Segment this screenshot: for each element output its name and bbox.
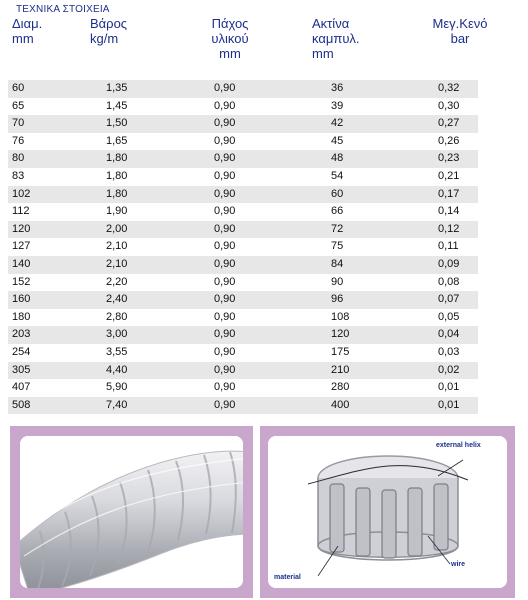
table-row bbox=[8, 379, 478, 397]
table-row bbox=[8, 98, 478, 116]
table-cell: 4,40 bbox=[106, 363, 128, 376]
table-cell: 83 bbox=[12, 169, 25, 182]
table-row bbox=[8, 115, 478, 133]
table-cell: 3,55 bbox=[106, 345, 128, 358]
table-cell: 65 bbox=[12, 99, 25, 112]
table-cell: 210 bbox=[331, 363, 350, 376]
table-row bbox=[8, 256, 478, 274]
table-row bbox=[8, 274, 478, 292]
table-cell: 2,10 bbox=[106, 240, 128, 253]
table-cell: 0,30 bbox=[438, 99, 460, 112]
table-cell: 0,90 bbox=[214, 328, 236, 341]
table-cell: 0,26 bbox=[438, 134, 460, 147]
table-cell: 0,90 bbox=[214, 363, 236, 376]
table-cell: 42 bbox=[331, 117, 344, 130]
table-cell: 60 bbox=[12, 82, 25, 94]
table-cell: 0,01 bbox=[438, 381, 460, 394]
table-cell: 0,90 bbox=[214, 99, 236, 112]
table-cell: 0,08 bbox=[438, 275, 460, 288]
table-cell: 203 bbox=[12, 328, 31, 341]
table-row bbox=[8, 150, 478, 168]
table-cell: 112 bbox=[12, 205, 30, 218]
section-title: ΤΕΧΝΙΚΑ ΣΤΟΙΧΕΙΑ bbox=[16, 4, 110, 15]
header-bend-radius-label2: καμπυλ. bbox=[312, 31, 360, 46]
table-cell: 1,35 bbox=[106, 82, 128, 94]
table-cell: 0,90 bbox=[214, 275, 236, 288]
table-cell: 54 bbox=[331, 169, 344, 182]
table-cell: 2,10 bbox=[106, 257, 128, 270]
table-cell: 1,50 bbox=[106, 117, 128, 130]
table-cell: 96 bbox=[331, 293, 344, 306]
table-cell: 1,90 bbox=[106, 205, 128, 218]
spec-table bbox=[8, 80, 478, 414]
table-cell: 305 bbox=[12, 363, 31, 376]
table-cell: 508 bbox=[12, 398, 31, 411]
header-max-vacuum-label: Μεγ.Κενό bbox=[432, 16, 488, 31]
table-cell: 180 bbox=[12, 310, 31, 323]
table-cell: 0,90 bbox=[214, 381, 236, 394]
table-cell: 0,90 bbox=[214, 205, 236, 218]
table-row bbox=[8, 221, 478, 239]
external-helix-label: external helix bbox=[436, 442, 481, 449]
table-cell: 0,90 bbox=[214, 240, 236, 253]
table-row bbox=[8, 344, 478, 362]
table-cell: 280 bbox=[331, 381, 350, 394]
table-cell: 407 bbox=[12, 381, 31, 394]
table-cell: 0,90 bbox=[214, 169, 236, 182]
table-cell: 0,90 bbox=[214, 293, 236, 306]
table-cell: 3,00 bbox=[106, 328, 128, 341]
table-cell: 72 bbox=[331, 222, 344, 235]
header-weight-label: Βάρος bbox=[90, 16, 128, 31]
table-cell: 66 bbox=[331, 205, 344, 218]
table-cell: 76 bbox=[12, 134, 25, 147]
header-thickness-label: Πάχος bbox=[211, 16, 249, 31]
table-cell: 254 bbox=[12, 345, 31, 358]
table-cell: 120 bbox=[331, 328, 350, 341]
table-cell: 39 bbox=[331, 99, 344, 112]
table-cell: 2,00 bbox=[106, 222, 128, 235]
table-row bbox=[8, 238, 478, 256]
table-row bbox=[8, 133, 478, 151]
table-cell: 0,09 bbox=[438, 257, 460, 270]
table-cell: 7,40 bbox=[106, 398, 128, 411]
table-cell: 90 bbox=[331, 275, 344, 288]
table-row bbox=[8, 326, 478, 344]
table-row bbox=[8, 168, 478, 186]
table-cell: 102 bbox=[12, 187, 31, 200]
table-cell: 0,27 bbox=[438, 117, 460, 130]
table-row bbox=[8, 309, 478, 327]
table-cell: 1,80 bbox=[106, 152, 128, 165]
table-cell: 0,23 bbox=[438, 152, 460, 165]
table-cell: 1,80 bbox=[106, 169, 128, 182]
table-cell: 60 bbox=[331, 187, 344, 200]
table-cell: 0,01 bbox=[438, 398, 460, 411]
table-cell: 1,65 bbox=[106, 134, 128, 147]
header-bend-radius-label: Ακτίνα bbox=[312, 16, 350, 31]
table-row bbox=[8, 80, 478, 98]
table-cell: 0,90 bbox=[214, 257, 236, 270]
table-cell: 108 bbox=[331, 310, 350, 323]
header-bend-radius-unit: mm bbox=[312, 46, 334, 61]
material-label: material bbox=[274, 574, 301, 581]
table-cell: 5,90 bbox=[106, 381, 128, 394]
duct-diagram-panel bbox=[260, 426, 515, 598]
table-cell: 45 bbox=[331, 134, 344, 147]
header-bend-radius bbox=[312, 16, 382, 61]
table-cell: 84 bbox=[331, 257, 344, 270]
wire-label: wire bbox=[451, 561, 466, 568]
header-max-vacuum bbox=[420, 16, 500, 46]
header-weight-unit: kg/m bbox=[90, 31, 119, 46]
table-cell: 0,11 bbox=[438, 240, 459, 253]
header-thickness-label2: υλικού bbox=[211, 31, 249, 46]
header-max-vacuum-unit: bar bbox=[450, 31, 470, 46]
table-row bbox=[8, 362, 478, 380]
table-cell: 0,03 bbox=[438, 345, 460, 358]
table-cell: 1,80 bbox=[106, 187, 128, 200]
table-cell: 0,02 bbox=[438, 363, 460, 376]
table-cell: 0,12 bbox=[438, 222, 460, 235]
table-cell: 1,45 bbox=[106, 99, 128, 112]
table-cell: 0,17 bbox=[438, 187, 460, 200]
table-cell: 120 bbox=[12, 222, 31, 235]
table-cell: 140 bbox=[12, 257, 31, 270]
table-cell: 160 bbox=[12, 293, 31, 306]
header-thickness-unit: mm bbox=[219, 46, 241, 61]
table-cell: 2,40 bbox=[106, 293, 128, 306]
header-weight bbox=[90, 16, 150, 46]
table-cell: 2,20 bbox=[106, 275, 128, 288]
table-cell: 0,90 bbox=[214, 398, 236, 411]
flexible-duct-image bbox=[20, 436, 243, 588]
table-row bbox=[8, 291, 478, 309]
header-diameter-label: Διαμ. bbox=[12, 16, 43, 31]
table-cell: 127 bbox=[12, 240, 31, 253]
table-cell: 0,04 bbox=[438, 328, 460, 341]
table-cell: 0,90 bbox=[214, 187, 236, 200]
table-cell: 48 bbox=[331, 152, 344, 165]
table-cell: 80 bbox=[12, 152, 25, 165]
table-cell: 0,90 bbox=[214, 310, 236, 323]
header-diameter-unit: mm bbox=[12, 31, 34, 46]
table-cell: 0,07 bbox=[438, 293, 460, 306]
table-cell: 36 bbox=[331, 82, 344, 94]
duct-photo-panel bbox=[10, 426, 253, 598]
table-cell: 75 bbox=[331, 240, 344, 253]
header-thickness bbox=[200, 16, 260, 61]
table-cell: 0,90 bbox=[214, 82, 236, 94]
table-cell: 400 bbox=[331, 398, 350, 411]
table-cell: 70 bbox=[12, 117, 25, 130]
table-cell: 0,90 bbox=[214, 117, 236, 130]
table-cell: 0,05 bbox=[438, 310, 460, 323]
table-row bbox=[8, 203, 478, 221]
table-cell: 0,90 bbox=[214, 152, 236, 165]
table-cell: 2,80 bbox=[106, 310, 128, 323]
table-row bbox=[8, 186, 478, 204]
header-diameter bbox=[12, 16, 62, 46]
table-cell: 0,21 bbox=[438, 169, 460, 182]
table-row bbox=[8, 397, 478, 415]
table-cell: 0,90 bbox=[214, 345, 236, 358]
table-cell: 0,14 bbox=[438, 205, 460, 218]
table-cell: 0,32 bbox=[438, 82, 460, 94]
table-cell: 0,90 bbox=[214, 222, 236, 235]
table-cell: 152 bbox=[12, 275, 31, 288]
duct-construction-diagram bbox=[268, 436, 507, 588]
table-cell: 175 bbox=[331, 345, 350, 358]
table-cell: 0,90 bbox=[214, 134, 236, 147]
